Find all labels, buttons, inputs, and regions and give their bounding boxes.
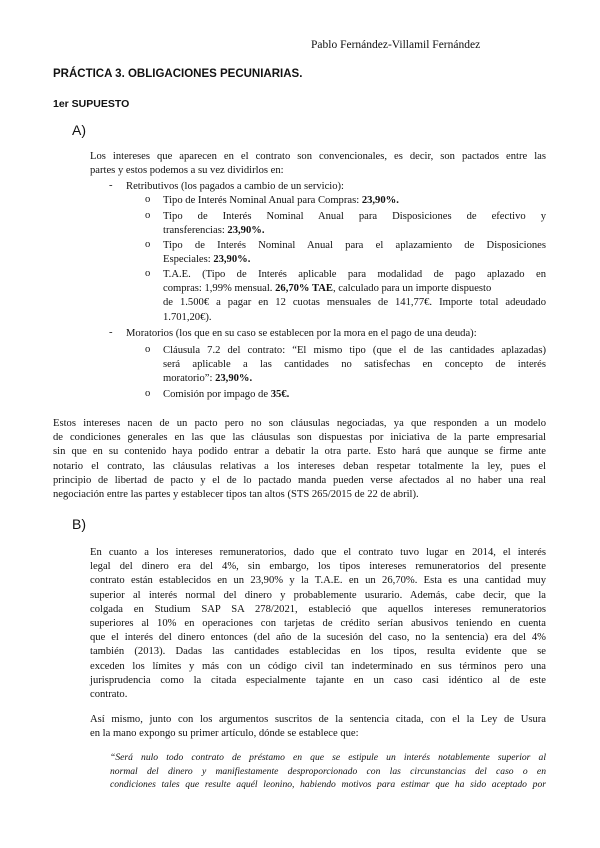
item-value: 35€. xyxy=(270,389,290,400)
paragraph-line: en la mano expongo su primer artículo, dónde se establece que: xyxy=(90,728,359,740)
quote-line: condiciones tales que resulte aquél leonino, habiendo motivos para estimar que ha sido aceptado por xyxy=(110,779,546,790)
paragraph-line: legal del dinero era del 4%, sin embargo, los tipos intereses remuneratorios del presente xyxy=(90,561,546,573)
section-b-paragraph-2 xyxy=(90,713,546,741)
item-text: será aplicable a las cantidades no satisfechas en concepto de interés xyxy=(163,359,546,371)
paragraph-line: que el interés del dinero entonces (del año de la sucesión del caso, no la sentencia) era del 4% xyxy=(90,632,546,644)
paragraph-line: contrato. xyxy=(90,688,128,700)
paragraph-line: de condiciones generales en las que las cláusulas son dispuestas por iniciativa de la parte empresarial xyxy=(53,432,546,444)
law-quote xyxy=(110,751,546,792)
dash-bullet: - xyxy=(109,180,113,191)
intro-line-1: Los intereses que aparecen en el contrato son convencionales, es decir, son pactados entre las xyxy=(90,151,546,162)
item-text: Tipo de Interés Nominal Anual para Compras: xyxy=(163,195,362,206)
retributivo-item-3 xyxy=(163,239,546,267)
section-b-label: B) xyxy=(72,516,86,532)
moratorios-text: Moratorios (los que en su caso se establecen por la mora en el pago de una deuda): xyxy=(126,328,477,339)
dash-bullet: - xyxy=(109,327,113,338)
retributivos-text: Retributivos (los pagados a cambio de un servicio): xyxy=(126,181,345,192)
item-text: , calculado para un importe dispuesto xyxy=(332,283,492,295)
paragraph-line: Así mismo, junto con los argumentos suscritos de la sentencia citada, con el la Ley de Usura xyxy=(90,714,546,725)
moratorios-label xyxy=(126,327,546,341)
paragraph-line: Estos intereses nacen de un pacto pero no son cláusulas negociadas, ya que responden a un modelo xyxy=(53,418,546,429)
item-value: 23,90%. xyxy=(361,195,399,206)
circle-bullet: o xyxy=(145,388,151,399)
item-text: Tipo de Interés Nominal Anual para el aplazamiento de Disposiciones xyxy=(163,240,546,251)
item-text: transferencias: xyxy=(163,225,228,237)
item-text: 1.701,20€). xyxy=(163,311,212,323)
paragraph-line: sin que en su contenido haya podido entrar a debatir la otra parte. Esto hará que aunque se firme ante xyxy=(53,446,546,458)
item-value: 23,90%. xyxy=(215,373,253,385)
paragraph-line: negociación entre las partes y establecer tipos tan altos (STS 265/2015 de 22 de abril). xyxy=(53,488,419,500)
paragraph-line: colgada en Studium SAP SA 278/2021, estableció que aquellos intereses remuneratorios xyxy=(90,603,546,615)
retributivo-item-4 xyxy=(163,268,546,325)
item-text: Especiales: xyxy=(163,254,214,266)
quote-line: “Será nulo todo contrato de préstamo en que se estipule un interés notablemente superior al xyxy=(110,752,546,763)
item-text: moratorio”: xyxy=(163,373,216,385)
retributivos-label xyxy=(126,180,546,194)
item-text: Cláusula 7.2 del contrato: “El mismo tipo (que el de las cantidades aplazadas) xyxy=(163,345,546,356)
item-value: 23,90%. xyxy=(227,225,265,237)
moratorio-item-1 xyxy=(163,344,546,387)
circle-bullet: o xyxy=(145,194,151,205)
circle-bullet: o xyxy=(145,344,151,355)
section-a-paragraph xyxy=(53,417,546,502)
circle-bullet: o xyxy=(145,268,151,279)
quote-line: normal del dinero y manifiestamente desproporcionado con las circunstancias del caso o en xyxy=(110,765,546,777)
subtitle: 1er SUPUESTO xyxy=(53,98,130,110)
paragraph-line: contrato están establecidos en un 23,90% y la T.A.E. en un 26,70%. Esta es una cantidad muy xyxy=(90,575,546,587)
paragraph-line: superior al interés normal del dinero y probablemente usurario. Además, cabe decir, que la xyxy=(90,589,546,601)
moratorio-item-2 xyxy=(163,388,546,402)
item-text: Comisión por impago de xyxy=(163,389,271,400)
item-value: 23,90%. xyxy=(213,254,251,266)
paragraph-line: jurisprudencia como la citada especialmente tajante en un caso casi idéntico al de este xyxy=(90,674,546,686)
item-text: de 1.500€ a pagar en 12 cuotas mensuales de 141,77€. Importe total adeudado xyxy=(163,297,546,309)
circle-bullet: o xyxy=(145,239,151,250)
paragraph-line: principio de libertad de pacto y el de lo pactado manda pueden verse afectados al no haber una real xyxy=(53,474,546,486)
retributivo-item-1 xyxy=(163,194,546,208)
paragraph-line: notario el contrato, las cláusulas relativas a los intereses deban respetar totalmente la ley, pues el xyxy=(53,460,546,472)
author-name: Pablo Fernández-Villamil Fernández xyxy=(311,39,481,51)
retributivo-item-2 xyxy=(163,210,546,238)
item-text: T.A.E. (Tipo de Interés aplicable para modalidad de pago aplazado en xyxy=(163,269,546,280)
intro-line-2: partes y estos podemos a su vez dividirlos en: xyxy=(90,165,284,177)
item-text: Tipo de Interés Nominal Anual para Disposiciones de efectivo y xyxy=(163,211,546,222)
item-value: 26,70% TAE xyxy=(275,283,333,295)
section-b-paragraph-1 xyxy=(90,546,546,702)
circle-bullet: o xyxy=(145,210,151,221)
document-title: PRÁCTICA 3. OBLIGACIONES PECUNIARIAS. xyxy=(53,68,303,80)
paragraph-line: también (2013). Dadas las cantidades establecidas en los tipos, resulta evidente que se xyxy=(90,646,546,658)
paragraph-line: En cuanto a los intereses remuneratorios, dado que el contrato tuvo lugar en 2014, el interés xyxy=(90,547,546,558)
item-text: compras: 1,99% mensual. xyxy=(163,283,276,295)
paragraph-line: superiores al 10% en operaciones con tarjetas de crédito serían abusivos teniendo en cuenta xyxy=(90,617,546,629)
paragraph-line: exceden los límites y más con un código civil tan indeterminado en sus términos pero una xyxy=(90,660,546,672)
section-a-label: A) xyxy=(72,122,86,138)
section-a-intro xyxy=(90,150,546,178)
